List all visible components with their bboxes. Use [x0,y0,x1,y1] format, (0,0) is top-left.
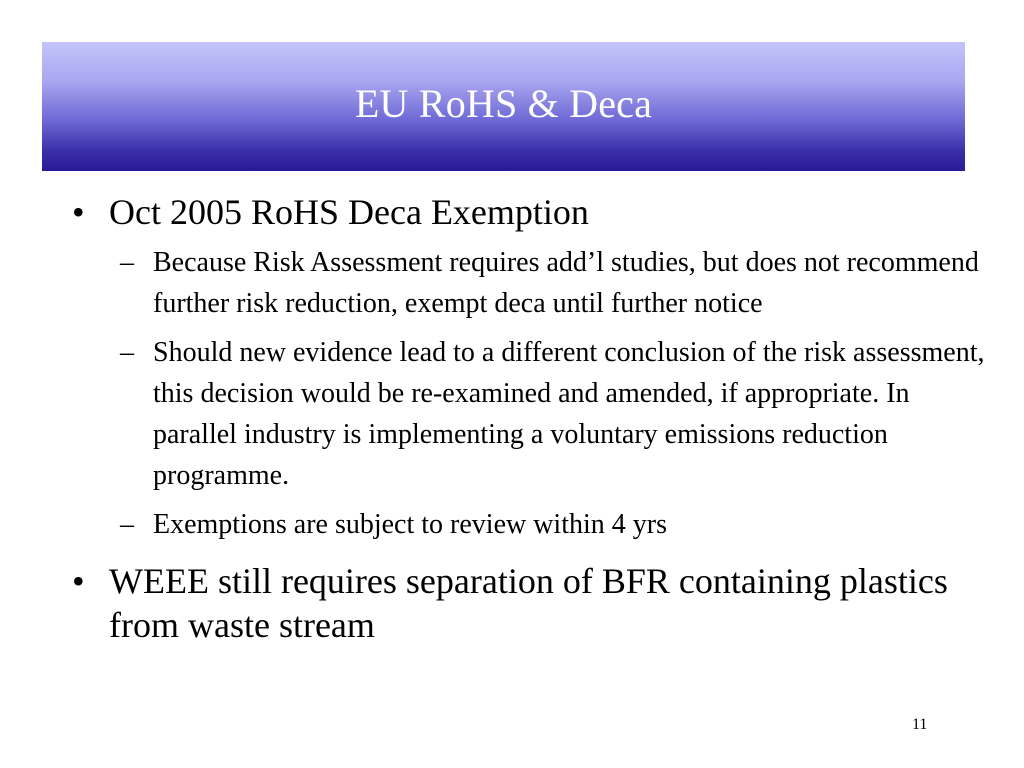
sub-bullet-marker: – [120,337,134,368]
sub-bullet-text: Should new evidence lead to a different conclusion of the risk assessment, this decision would be re-examined and amended, if appropriate. In parallel industry is implementing a voluntary emissions reduction programme. [153,337,985,491]
sub-bullet-text: Because Risk Assessment requires add’l studies, but does not recommend further risk reduction, exempt deca until further notice [153,247,979,319]
bullet-item [72,559,992,647]
bullet-text: Oct 2005 RoHS Deca Exemption [109,192,589,232]
title-banner [42,42,965,171]
sub-bullet-item [72,242,992,324]
bullet-marker: • [72,561,85,601]
slide-title: EU RoHS & Deca [354,81,653,126]
sub-bullet-marker: – [120,247,134,278]
sub-bullet-list [72,242,992,545]
sub-bullet-item [72,504,992,545]
sub-bullet-item [72,332,992,496]
bullet-marker: • [72,192,85,232]
slide-content [72,190,992,647]
page-number: 11 [912,716,928,733]
sub-bullet-text: Exemptions are subject to review within 4 yrs [153,509,667,540]
bullet-text: WEEE still requires separation of BFR containing plastics from waste stream [109,561,948,645]
sub-bullet-marker: – [120,509,134,540]
bullet-item [72,190,992,234]
